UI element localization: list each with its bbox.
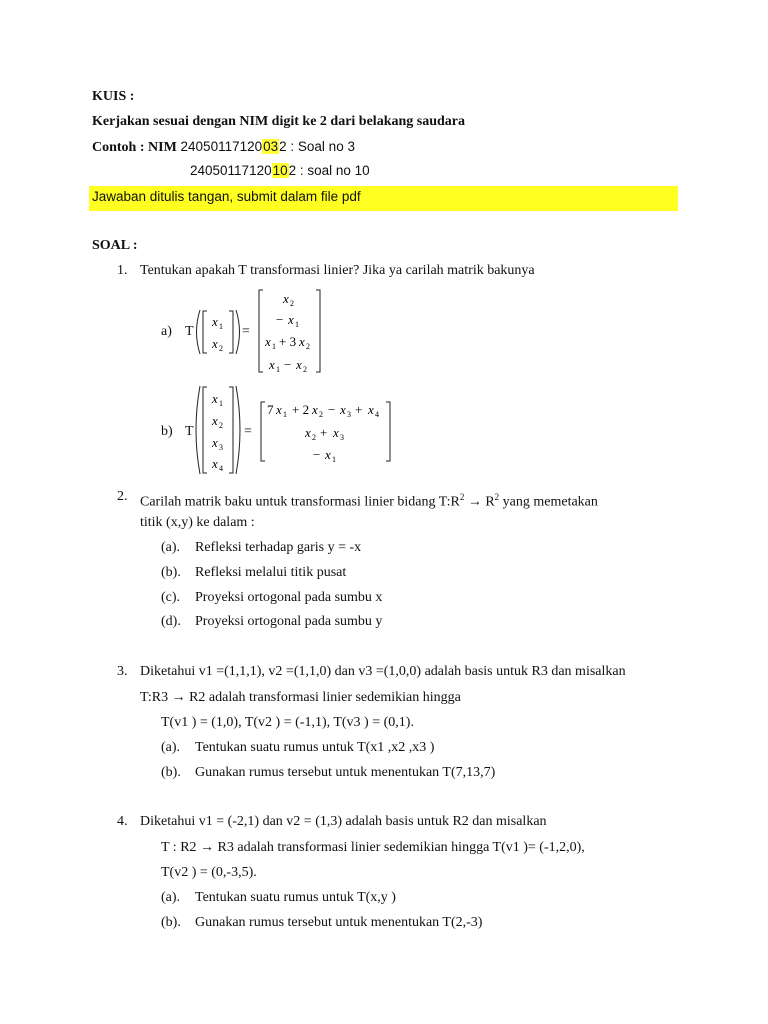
svg-text:2: 2 (319, 410, 323, 419)
q4-number: 4. (117, 814, 128, 829)
q1-number: 1. (117, 263, 128, 278)
q2-line2: titik (x,y) ke dalam : (140, 515, 255, 530)
svg-text:x: x (212, 456, 218, 471)
q2-sup1: 2 (459, 492, 465, 502)
q3-item-a-label: (a). (161, 740, 181, 755)
q2-mid: R (481, 494, 495, 510)
example2-pre: 24050117120 (190, 163, 272, 178)
example2-highlight: 10 (272, 163, 288, 178)
svg-text:x: x (212, 435, 218, 450)
svg-text:x: x (312, 402, 318, 417)
svg-text:x: x (325, 447, 331, 462)
q2-sup2: 2 (494, 492, 500, 502)
q2-item-a-label: (a). (161, 540, 181, 555)
quiz-title: KUIS : (92, 89, 135, 104)
q3-number: 3. (117, 664, 128, 679)
svg-text:1: 1 (283, 410, 287, 419)
q1a-matrices (0, 0, 768, 480)
q4-item-a-label: (a). (161, 890, 181, 905)
note-text: Jawaban ditulis tangan, submit dalam file pdf (92, 189, 361, 204)
q2-number: 2. (117, 489, 128, 504)
q1a-label: a) (161, 324, 172, 339)
svg-text:4: 4 (219, 464, 223, 473)
svg-text:−: − (276, 312, 284, 327)
q1b-T: T (185, 424, 194, 439)
svg-text:2: 2 (219, 344, 223, 353)
svg-text:1: 1 (272, 342, 276, 351)
q3-line1: Diketahui v1 =(1,1,1), v2 =(1,1,0) dan v3 =(1,0,0) adalah basis untuk R3 dan misalkan (140, 664, 626, 679)
svg-text:7: 7 (267, 402, 274, 417)
svg-text:+: + (320, 425, 328, 440)
svg-text:−: − (313, 447, 321, 462)
q2-line1-text: Carilah matrik baku untuk transformasi linier bidang T:R (140, 494, 460, 510)
svg-text:1: 1 (332, 455, 336, 464)
example-label: Contoh : NIM (92, 140, 177, 155)
q1a-eq: = (242, 324, 250, 339)
svg-text:−: − (328, 402, 336, 417)
svg-text:1: 1 (219, 322, 223, 331)
svg-text:3: 3 (340, 433, 344, 442)
q1b-label: b) (161, 424, 173, 439)
svg-text:x: x (276, 402, 282, 417)
q2-item-c-label: (c). (161, 590, 181, 605)
svg-text:2: 2 (290, 299, 294, 308)
example2-post: 2 : soal no 10 (288, 163, 370, 178)
svg-text:2: 2 (312, 433, 316, 442)
q2-line1 (140, 488, 598, 512)
q3-item-b-label: (b). (161, 765, 181, 780)
svg-text:+ 3: + 3 (279, 334, 297, 349)
svg-text:4: 4 (375, 410, 379, 419)
svg-text:x: x (269, 357, 275, 372)
q2-item-d-label: (d). (161, 614, 181, 629)
svg-text:x: x (265, 334, 271, 349)
q1a-T: T (185, 324, 194, 339)
svg-text:2: 2 (306, 342, 310, 351)
svg-text:1: 1 (276, 365, 280, 374)
svg-text:x: x (296, 357, 302, 372)
svg-text:2: 2 (219, 421, 223, 430)
svg-text:x: x (333, 425, 339, 440)
q1-text: Tentukan apakah T transformasi linier? Jika ya carilah matrik bakunya (140, 263, 535, 278)
svg-text:x: x (212, 391, 218, 406)
svg-text:x: x (340, 402, 346, 417)
q1b-eq: = (244, 424, 252, 439)
svg-text:x: x (212, 314, 218, 329)
example1-pre: 24050117120 (176, 139, 263, 154)
q4-item-a-text: Tentukan suatu rumus untuk T(x,y ) (195, 890, 396, 905)
example1-highlight: 03 (263, 139, 279, 154)
svg-text:x: x (368, 402, 374, 417)
svg-text:x: x (299, 334, 305, 349)
q2-line1-end: yang memetakan (499, 494, 598, 510)
svg-text:x: x (305, 425, 311, 440)
svg-text:x: x (288, 312, 294, 327)
q2-item-a-text: Refleksi terhadap garis y = -x (195, 540, 362, 555)
svg-text:x: x (212, 336, 218, 351)
svg-text:1: 1 (295, 320, 299, 329)
svg-text:+: + (355, 402, 363, 417)
q2-item-c-text: Proyeksi ortogonal pada sumbu x (195, 590, 383, 605)
svg-text:3: 3 (219, 443, 223, 452)
q4-line1: Diketahui v1 = (-2,1) dan v2 = (1,3) adalah basis untuk R2 dan misalkan (140, 814, 547, 829)
q2-item-b-label: (b). (161, 565, 181, 580)
svg-text:1: 1 (219, 399, 223, 408)
q2-item-d-text: Proyeksi ortogonal pada sumbu y (195, 614, 383, 629)
q3-item-b-text: Gunakan rumus tersebut untuk menentukan T(7,13,7) (195, 765, 496, 780)
q3-item-a-text: Tentukan suatu rumus untuk T(x1 ,x2 ,x3 ) (195, 740, 435, 755)
q4-line2: T : R2 → R3 adalah transformasi linier sedemikian hingga T(v1 )= (-1,2,0), (161, 840, 585, 855)
q2-item-b-text: Refleksi melalui titik pusat (195, 565, 347, 580)
instruction-text: Kerjakan sesuai dengan NIM digit ke 2 dari belakang saudara (92, 114, 465, 129)
q3-line3: T(v1 ) = (1,0), T(v2 ) = (-1,1), T(v3 ) = (0,1). (161, 715, 414, 730)
svg-text:3: 3 (347, 410, 351, 419)
q4-item-b-text: Gunakan rumus tersebut untuk menentukan T(2,-3) (195, 915, 483, 930)
svg-text:2: 2 (303, 365, 307, 374)
svg-text:x: x (283, 291, 289, 306)
example1-post: 2 : Soal no 3 (279, 139, 355, 154)
svg-text:x: x (212, 413, 218, 428)
svg-text:−: − (284, 357, 292, 372)
q3-line2: T:R3 → R2 adalah transformasi linier sedemikian hingga (140, 690, 461, 705)
soal-heading: SOAL : (92, 238, 138, 253)
q4-line3: T(v2 ) = (0,-3,5). (161, 865, 257, 880)
svg-text:+ 2: + 2 (292, 402, 310, 417)
arrow-icon: → (467, 494, 482, 510)
q4-item-b-label: (b). (161, 915, 181, 930)
